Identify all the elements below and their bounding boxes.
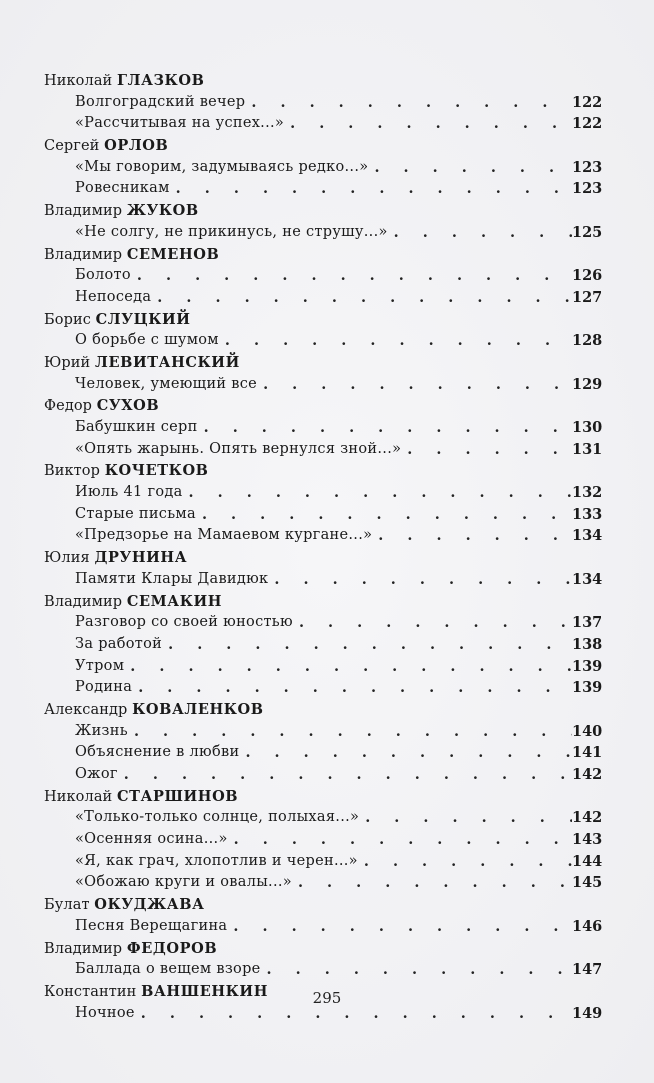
page-ref: 129 — [572, 375, 603, 393]
author-first-name: Виктор — [44, 463, 101, 480]
toc-entry — [44, 916, 602, 938]
page-ref: 134 — [572, 570, 603, 588]
toc-entry — [44, 525, 602, 547]
dot-leader — [394, 222, 572, 244]
author-first-name: Юлия — [44, 550, 90, 567]
toc-entry — [44, 222, 602, 244]
author-first-name: Юрий — [44, 354, 91, 371]
page-ref: 134 — [572, 527, 603, 545]
poem-title: Старые письма — [75, 505, 196, 522]
toc-entry — [44, 287, 602, 309]
dot-leader — [364, 851, 572, 873]
dot-leader — [204, 417, 572, 439]
toc-entry — [44, 721, 602, 743]
author-surname: СУХОВ — [96, 397, 160, 415]
author-heading — [44, 70, 602, 92]
dot-leader — [267, 959, 572, 981]
poem-title: Бабушкин серп — [75, 419, 198, 435]
page-ref: 149 — [572, 1004, 603, 1022]
dot-leader — [130, 656, 572, 678]
page-ref: 140 — [572, 722, 603, 740]
author-heading — [44, 460, 602, 482]
dot-leader — [251, 92, 572, 114]
toc-entry — [44, 374, 602, 396]
toc-entry — [44, 959, 602, 981]
dot-leader — [134, 721, 572, 743]
page-ref: 123 — [572, 180, 603, 198]
page-ref: 147 — [572, 961, 603, 979]
poem-title: Родина — [75, 679, 133, 696]
page-ref: 133 — [572, 505, 603, 523]
dot-leader — [365, 807, 572, 829]
page-ref: 137 — [572, 614, 603, 632]
author-first-name: Булат — [44, 897, 90, 914]
author-heading — [44, 395, 602, 417]
poem-title: «Предзорье на Мамаевом кургане...» — [75, 527, 373, 544]
poem-title: «Я, как грач, хлопотлив и черен...» — [75, 852, 358, 869]
author-heading — [44, 699, 602, 721]
poem-title: Объяснение в любви — [75, 744, 240, 761]
author-surname: СЛУЦКИЙ — [95, 310, 191, 328]
page-ref: 122 — [572, 115, 603, 133]
author-heading — [44, 938, 602, 960]
dot-leader — [225, 330, 572, 352]
toc-entry — [44, 677, 602, 699]
poem-title: Утром — [75, 657, 125, 674]
dot-leader — [234, 829, 572, 851]
author-first-name: Владимир — [44, 940, 123, 957]
dot-leader — [274, 569, 572, 591]
author-first-name: Владимир — [44, 203, 123, 220]
author-surname: СЕМЕНОВ — [126, 245, 220, 263]
toc-entry — [44, 92, 602, 114]
dot-leader — [299, 612, 572, 634]
author-heading — [44, 135, 602, 157]
page-number: 295 — [312, 989, 342, 1007]
toc-entry — [44, 504, 602, 526]
page-ref: 146 — [572, 917, 603, 935]
page-ref: 131 — [572, 440, 603, 458]
dot-leader — [157, 287, 572, 309]
page-ref: 125 — [572, 223, 603, 241]
author-first-name: Константин — [44, 983, 137, 1000]
dot-leader — [168, 634, 572, 656]
toc-entry — [44, 113, 602, 135]
poem-title: «Не солгу, не прикинусь, не струшу...» — [75, 223, 388, 240]
poem-title: Июль 41 года — [75, 484, 183, 501]
author-surname: СЕМАКИН — [126, 592, 223, 610]
author-first-name: Владимир — [44, 593, 123, 610]
poem-title: «Мы говорим, задумываясь редко...» — [75, 158, 369, 175]
dot-leader — [245, 742, 572, 764]
toc-entry — [44, 742, 602, 764]
poem-title: Разговор со своей юностью — [75, 614, 293, 631]
poem-title: Болото — [75, 267, 131, 284]
poem-title: Жизнь — [75, 722, 128, 739]
author-surname: ВАНШЕНКИН — [141, 982, 269, 1000]
poem-title: Человек, умеющий все — [75, 375, 258, 392]
toc-entry — [44, 330, 602, 352]
toc-entry — [44, 482, 602, 504]
poem-title: Ожог — [75, 766, 118, 782]
poem-title: Ночное — [75, 1004, 135, 1021]
toc-entry — [44, 872, 602, 894]
poem-title: «Только-только солнце, полыхая...» — [75, 809, 360, 826]
poem-title: Непоседа — [75, 288, 152, 305]
author-heading — [44, 786, 602, 808]
author-surname: ЛЕВИТАНСКИЙ — [95, 353, 240, 371]
table-of-contents — [44, 70, 602, 1024]
page-ref: 128 — [572, 332, 603, 350]
toc-entry — [44, 569, 602, 591]
author-first-name: Александр — [44, 701, 128, 718]
author-first-name: Николай — [44, 788, 113, 805]
page-ref: 123 — [572, 158, 603, 176]
toc-entry — [44, 265, 602, 287]
dot-leader — [202, 504, 572, 526]
poem-title: «Рассчитывая на успех...» — [75, 115, 285, 132]
author-surname: СТАРШИНОВ — [117, 787, 239, 805]
poem-title: «Опять жарынь. Опять вернулся зной...» — [75, 440, 402, 457]
toc-entry — [44, 439, 602, 461]
toc-entry — [44, 634, 602, 656]
author-surname: ГЛАЗКОВ — [117, 72, 205, 89]
dot-leader — [138, 677, 572, 699]
poem-title: Ровесникам — [75, 180, 170, 197]
dot-leader — [378, 525, 572, 547]
dot-leader — [263, 374, 572, 396]
author-surname: КОВАЛЕНКОВ — [132, 700, 264, 718]
author-heading — [44, 547, 602, 569]
author-surname: КОЧЕТКОВ — [104, 462, 209, 480]
page-ref: 139 — [572, 679, 603, 697]
author-first-name: Борис — [44, 311, 91, 328]
toc-entry — [44, 157, 602, 179]
author-heading — [44, 309, 602, 331]
page-ref: 143 — [572, 831, 603, 849]
author-surname: ДРУНИНА — [94, 549, 188, 567]
author-heading — [44, 200, 602, 222]
author-heading — [44, 244, 602, 266]
page-ref: 138 — [572, 635, 603, 653]
toc-entry — [44, 764, 602, 786]
page-ref: 145 — [572, 874, 603, 892]
toc-entry — [44, 178, 602, 200]
author-first-name: Владимир — [44, 246, 123, 263]
page-ref: 142 — [572, 809, 603, 827]
author-surname: ФЕДОРОВ — [126, 939, 218, 957]
poem-title: Песня Верещагина — [75, 917, 228, 934]
page-ref: 127 — [572, 288, 603, 306]
dot-leader — [233, 916, 572, 938]
dot-leader — [137, 265, 572, 287]
dot-leader — [374, 157, 572, 179]
dot-leader — [189, 482, 572, 504]
author-first-name: Николай — [44, 73, 113, 89]
toc-entry — [44, 656, 602, 678]
toc-entry — [44, 829, 602, 851]
toc-entry — [44, 612, 602, 634]
dot-leader — [124, 764, 572, 786]
page-ref: 130 — [572, 419, 603, 436]
author-first-name: Сергей — [44, 138, 100, 155]
dot-leader — [290, 113, 572, 135]
poem-title: Волгоградский вечер — [75, 93, 246, 110]
toc-entry — [44, 807, 602, 829]
page-ref: 144 — [572, 852, 603, 870]
page-ref: 142 — [572, 766, 603, 783]
author-first-name: Федор — [44, 398, 93, 415]
page-ref: 122 — [572, 93, 603, 111]
poem-title: «Осенняя осина...» — [75, 831, 228, 848]
page-ref: 141 — [572, 744, 603, 762]
poem-title: Баллада о вещем взоре — [75, 961, 261, 978]
dot-leader — [407, 439, 572, 461]
toc-entry — [44, 851, 602, 873]
poem-title: О борьбе с шумом — [75, 332, 219, 349]
poem-title: «Обожаю круги и овалы...» — [75, 874, 292, 891]
poem-title: За работой — [75, 635, 163, 652]
author-surname: ОРЛОВ — [104, 137, 169, 155]
poem-title: Памяти Клары Давидюк — [75, 570, 269, 587]
author-heading — [44, 591, 602, 613]
page-ref: 126 — [572, 267, 603, 285]
toc-entry — [44, 417, 602, 439]
author-surname: ЖУКОВ — [126, 202, 199, 220]
dot-leader — [176, 178, 572, 200]
page-ref: 139 — [572, 657, 603, 675]
dot-leader — [298, 872, 572, 894]
author-heading — [44, 894, 602, 916]
author-heading — [44, 352, 602, 374]
page-ref: 132 — [572, 484, 603, 502]
author-surname: ОКУДЖАВА — [94, 896, 205, 914]
